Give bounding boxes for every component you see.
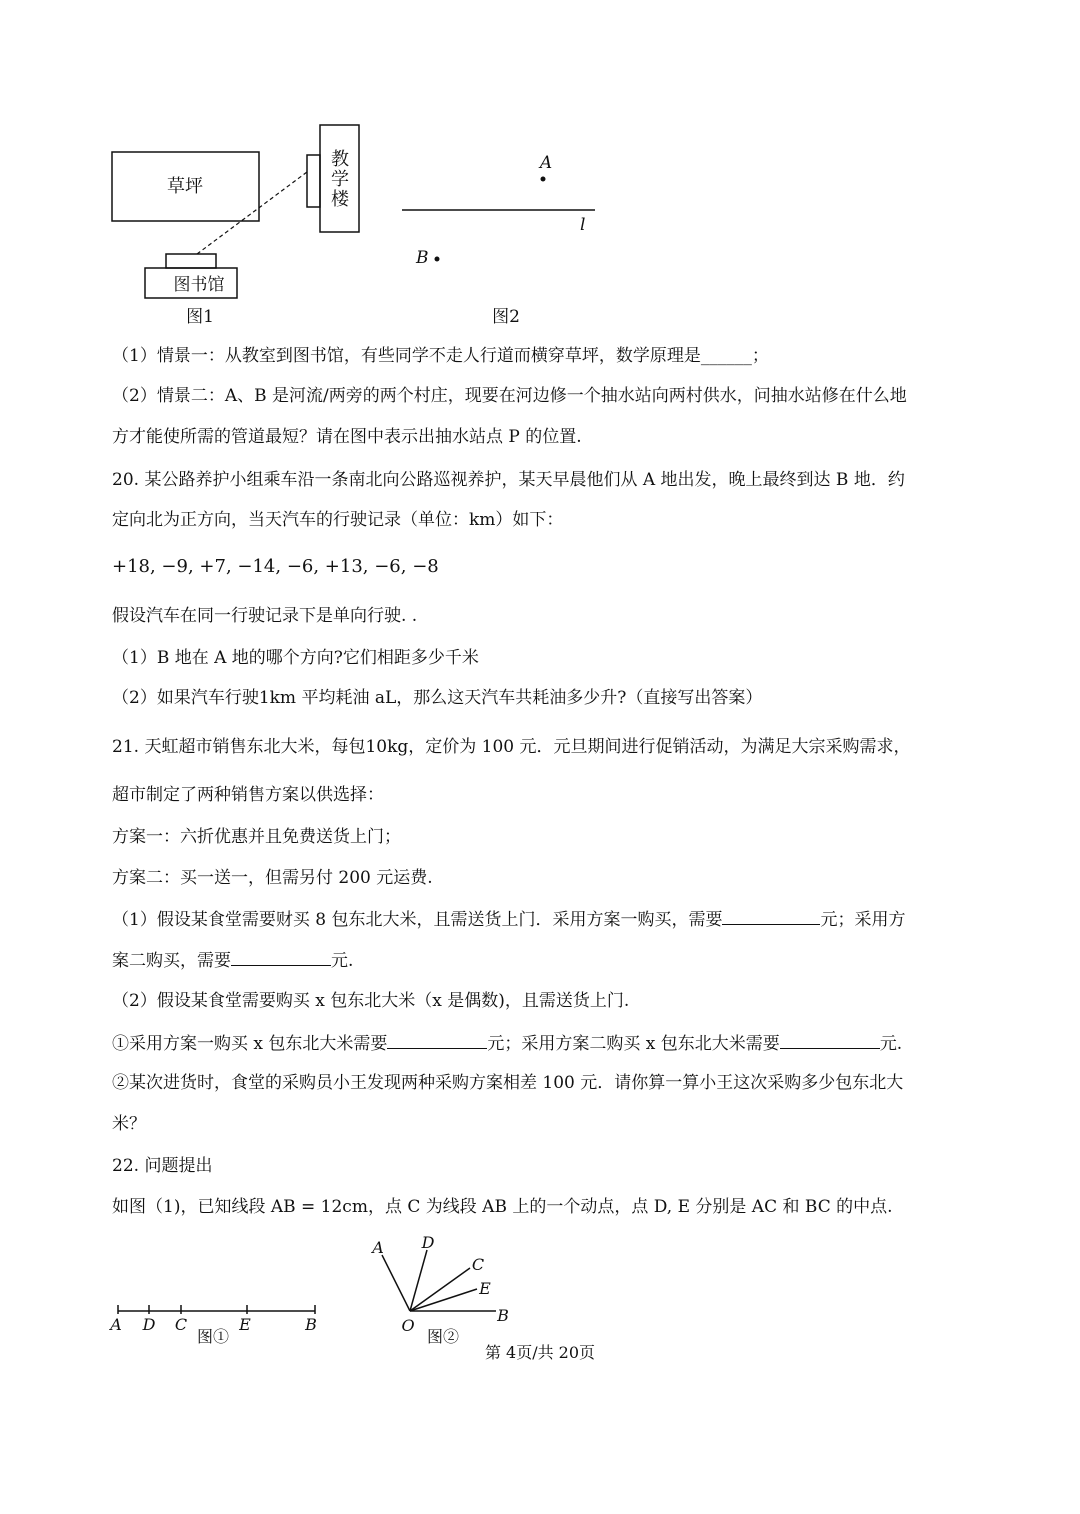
ray-label-c: C: [471, 1255, 485, 1274]
q20-assume: 假设汽车在同一行驶记录下是单向行驶. .: [112, 606, 418, 626]
point-a-label: A: [539, 153, 553, 173]
q20-intro-line1: 20. 某公路养护小组乘车沿一条南北向公路巡视养护，某天早晨他们从 A 地出发，晚上最终到达 B 地．约: [112, 470, 905, 490]
point-a: [541, 177, 546, 182]
building-char-3: 楼: [331, 189, 349, 210]
ray-oe: [410, 1289, 477, 1311]
ray-label-b: B: [497, 1306, 509, 1325]
q21-sub2-line2: 米？: [112, 1114, 146, 1134]
q21-intro-line2: 超市制定了两种销售方案以供选择：: [112, 785, 384, 805]
ray-oc: [410, 1268, 470, 1311]
building-entrance: [307, 155, 320, 207]
q20-part1: （1）B 地在 A 地的哪个方向?它们相距多少千米: [112, 648, 479, 668]
seg-label-a: A: [110, 1315, 122, 1334]
seg-label-c: C: [174, 1315, 188, 1334]
q21-sub1-text-c: 元.: [879, 1034, 903, 1054]
q21-plan2: 方案二：买一送一，但需另付 200 元运费.: [112, 868, 433, 888]
q19-part2-line1: （2）情景二：A、B 是河流/两旁的两个村庄，现要在河边修一个抽水站向两村供水，问抽水站修在什么地: [112, 386, 907, 406]
shortcut-dashed-line: [197, 172, 307, 254]
ray-label-a: A: [372, 1238, 384, 1257]
point-b-label: B: [416, 248, 429, 268]
line-l-label: l: [580, 215, 586, 235]
ray-label-e: E: [479, 1279, 491, 1298]
seg-label-d: D: [142, 1315, 156, 1334]
fig4-caption: 图②: [426, 1327, 460, 1346]
q22-title: 22. 问题提出: [112, 1156, 213, 1176]
building-char-2: 学: [331, 169, 349, 190]
q22-text: 如图（1)，已知线段 AB = 12cm，点 C 为线段 AB 上的一个动点，点 D, E 分别是 AC 和 BC 的中点.: [112, 1197, 893, 1217]
seg-label-e: E: [239, 1315, 251, 1334]
q20-intro-line2: 定向北为正方向，当天汽车的行驶记录（单位：km）如下：: [112, 510, 564, 530]
ray-label-d: D: [421, 1233, 435, 1252]
library-top: [166, 254, 216, 268]
q20-part2: （2）如果汽车行驶1km 平均耗油 aL，那么这天汽车共耗油多少升?（直接写出答案）: [112, 688, 763, 708]
ray-label-o: O: [401, 1316, 415, 1335]
q21-part1-text-d: 元.: [331, 951, 354, 971]
q19-part2-line2: 方才能使所需的管道最短？请在图中表示出抽水站点 P 的位置.: [112, 427, 582, 447]
q21-part1-text-a: （1）假设某食堂需要财买 8 包东北大米，且需送货上门．采用方案一购买，需要: [112, 910, 723, 930]
q21-intro-line1: 21. 天虹超市销售东北大米，每包10kg，定价为 100 元．元旦期间进行促销活动，为满足大宗采购需求，: [112, 737, 911, 757]
q21-part1-line1: [112, 906, 972, 932]
page-footer: 第 4页/共 20页: [484, 1343, 596, 1362]
fig1-caption: 图1: [186, 307, 214, 327]
q21-sub1-text-b: 元；采用方案二购买 x 包东北大米需要: [487, 1034, 780, 1054]
q21-part1-text-b: 元；采用方: [820, 910, 906, 930]
q21-sub1: [112, 1030, 972, 1056]
q21-part1-line2: [112, 947, 972, 973]
answer-blank-plan2[interactable]: [231, 947, 331, 966]
q21-sub1-text-a: ①采用方案一购买 x 包东北大米需要: [112, 1034, 388, 1054]
library-label: 图书馆: [173, 275, 225, 295]
answer-blank-x-plan1[interactable]: [387, 1030, 487, 1049]
ray-od: [410, 1250, 427, 1311]
building-char-1: 教: [331, 149, 349, 170]
point-b: [435, 257, 440, 262]
q20-record: +18, −9, +7, −14, −6, +13, −6, −8: [112, 556, 439, 577]
answer-blank-plan1[interactable]: [722, 906, 820, 925]
fig2-caption: 图2: [492, 307, 520, 327]
seg-label-b: B: [305, 1315, 317, 1334]
q19-part1: （1）情景一：从教室到图书馆，有些同学不走人行道而横穿草坪，数学原理是______；: [112, 346, 769, 366]
answer-blank-x-plan2[interactable]: [780, 1030, 880, 1049]
q21-plan1: 方案一：六折优惠并且免费送货上门；: [112, 827, 401, 847]
q21-part1-text-c: 案二购买，需要: [112, 951, 231, 971]
lawn-label: 草坪: [167, 176, 203, 197]
q21-sub2-line1: ②某次进货时，食堂的采购员小王发现两种采购方案相差 100 元．请你算一算小王这次采购多少包东北大: [112, 1073, 904, 1093]
ray-oa: [382, 1255, 410, 1311]
q21-part2: （2）假设某食堂需要购买 x 包东北大米（x 是偶数)，且需送货上门.: [112, 991, 630, 1011]
fig3-caption: 图①: [196, 1327, 230, 1346]
figures-top: [0, 0, 1080, 340]
